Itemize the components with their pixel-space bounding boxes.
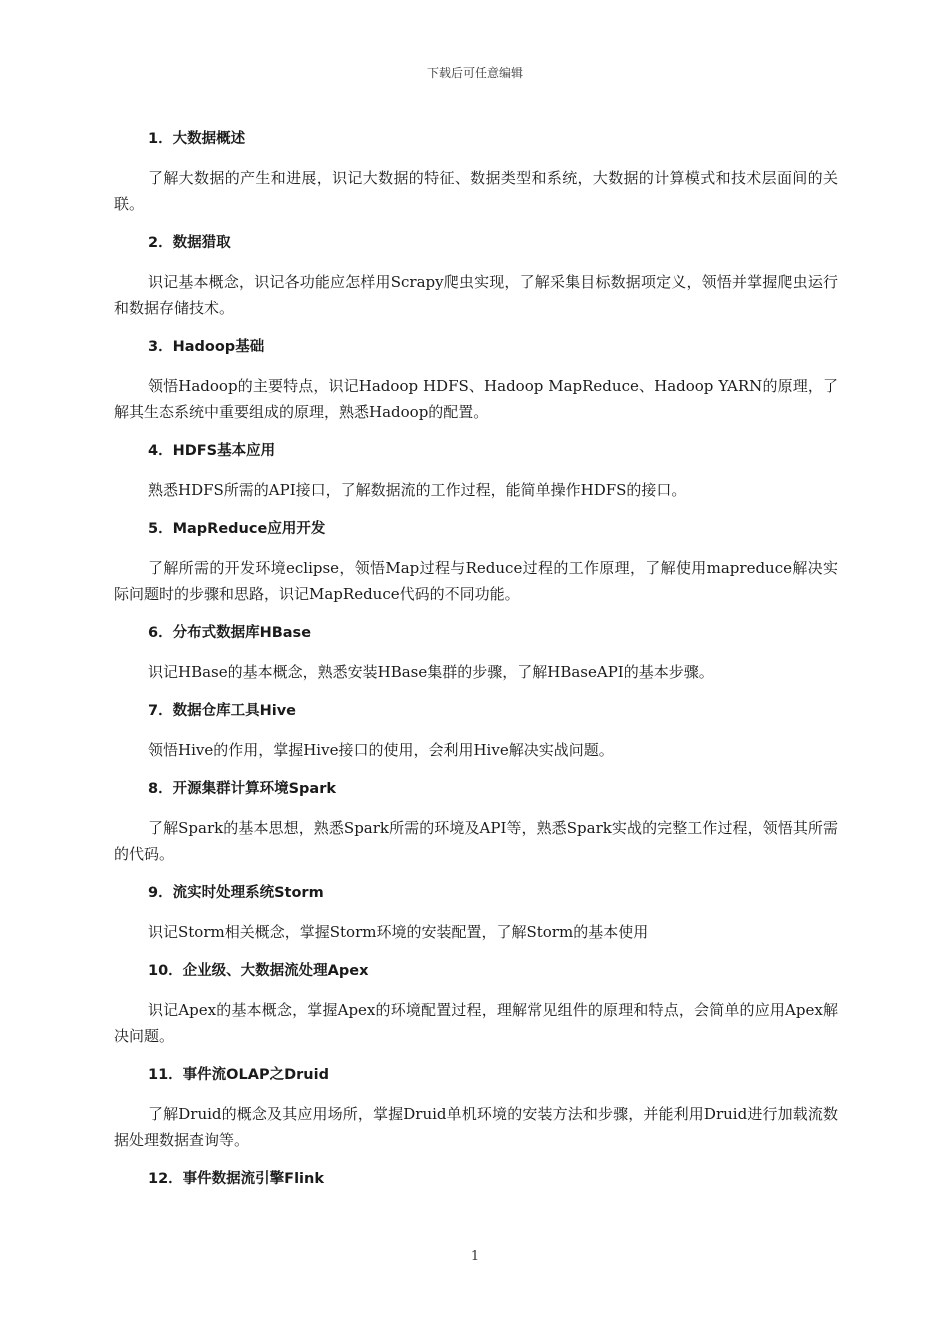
section-heading: 10．企业级、大数据流处理Apex <box>148 963 369 979</box>
document-body <box>114 126 838 1192</box>
section-paragraph: 了解Spark的基本思想，熟悉Spark所需的环境及API等，熟悉Spark实战的完整工作过程，领悟其所需的代码。 <box>114 819 838 863</box>
section-2 <box>114 230 838 321</box>
section-heading: 4．HDFS基本应用 <box>148 443 276 459</box>
section-4 <box>114 438 838 503</box>
section-paragraph: 领悟Hive的作用，掌握Hive接口的使用，会利用Hive解决实战问题。 <box>148 741 614 759</box>
page-header: 下载后可任意编辑 <box>426 66 523 80</box>
section-heading: 7．数据仓库工具Hive <box>148 703 296 719</box>
section-paragraph: 了解所需的开发环境eclipse，领悟Map过程与Reduce过程的工作原理，了解使用mapreduce解决实际问题时的步骤和思路，识记MapReduce代码的不同功能。 <box>114 559 838 603</box>
section-5 <box>114 516 838 607</box>
section-7 <box>114 698 838 763</box>
section-heading: 9．流实时处理系统Storm <box>148 885 324 901</box>
section-8 <box>114 776 838 867</box>
section-paragraph: 了解大数据的产生和进展，识记大数据的特征、数据类型和系统，大数据的计算模式和技术层面间的关联。 <box>114 169 838 213</box>
section-3 <box>114 334 838 425</box>
section-12 <box>114 1166 838 1192</box>
section-1 <box>114 126 838 217</box>
section-paragraph: 识记基本概念，识记各功能应怎样用Scrapy爬虫实现，了解采集目标数据项定义，领悟并掌握爬虫运行和数据存储技术。 <box>114 273 838 317</box>
section-heading: 8．开源集群计算环境Spark <box>148 781 336 797</box>
section-9 <box>114 880 838 945</box>
section-heading: 6．分布式数据库HBase <box>148 625 312 641</box>
section-paragraph: 领悟Hadoop的主要特点，识记Hadoop HDFS、Hadoop MapReduce、Hadoop YARN的原理，了解其生态系统中重要组成的原理，熟悉Hadoop的配置。 <box>114 377 838 421</box>
section-11 <box>114 1062 838 1153</box>
section-heading: 1．大数据概述 <box>148 131 246 147</box>
section-heading: 5．MapReduce应用开发 <box>148 521 326 537</box>
section-6 <box>114 620 838 685</box>
section-heading: 11．事件流OLAP之Druid <box>148 1067 329 1083</box>
page-number: 1 <box>470 1249 480 1264</box>
section-paragraph: 识记Apex的基本概念，掌握Apex的环境配置过程，理解常见组件的原理和特点，会简单的应用Apex解决问题。 <box>114 1001 838 1045</box>
section-10 <box>114 958 838 1049</box>
section-heading: 12．事件数据流引擎Flink <box>148 1171 324 1187</box>
section-paragraph: 识记HBase的基本概念，熟悉安装HBase集群的步骤，了解HBaseAPI的基本步骤。 <box>148 663 714 681</box>
section-heading: 3．Hadoop基础 <box>148 339 265 355</box>
section-paragraph: 熟悉HDFS所需的API接口，了解数据流的工作过程，能简单操作HDFS的接口。 <box>148 481 687 499</box>
section-heading: 2．数据猎取 <box>148 235 231 251</box>
section-paragraph: 识记Storm相关概念，掌握Storm环境的安装配置，了解Storm的基本使用 <box>148 923 649 941</box>
section-paragraph: 了解Druid的概念及其应用场所，掌握Druid单机环境的安装方法和步骤，并能利用Druid进行加载流数据处理数据查询等。 <box>114 1105 838 1149</box>
